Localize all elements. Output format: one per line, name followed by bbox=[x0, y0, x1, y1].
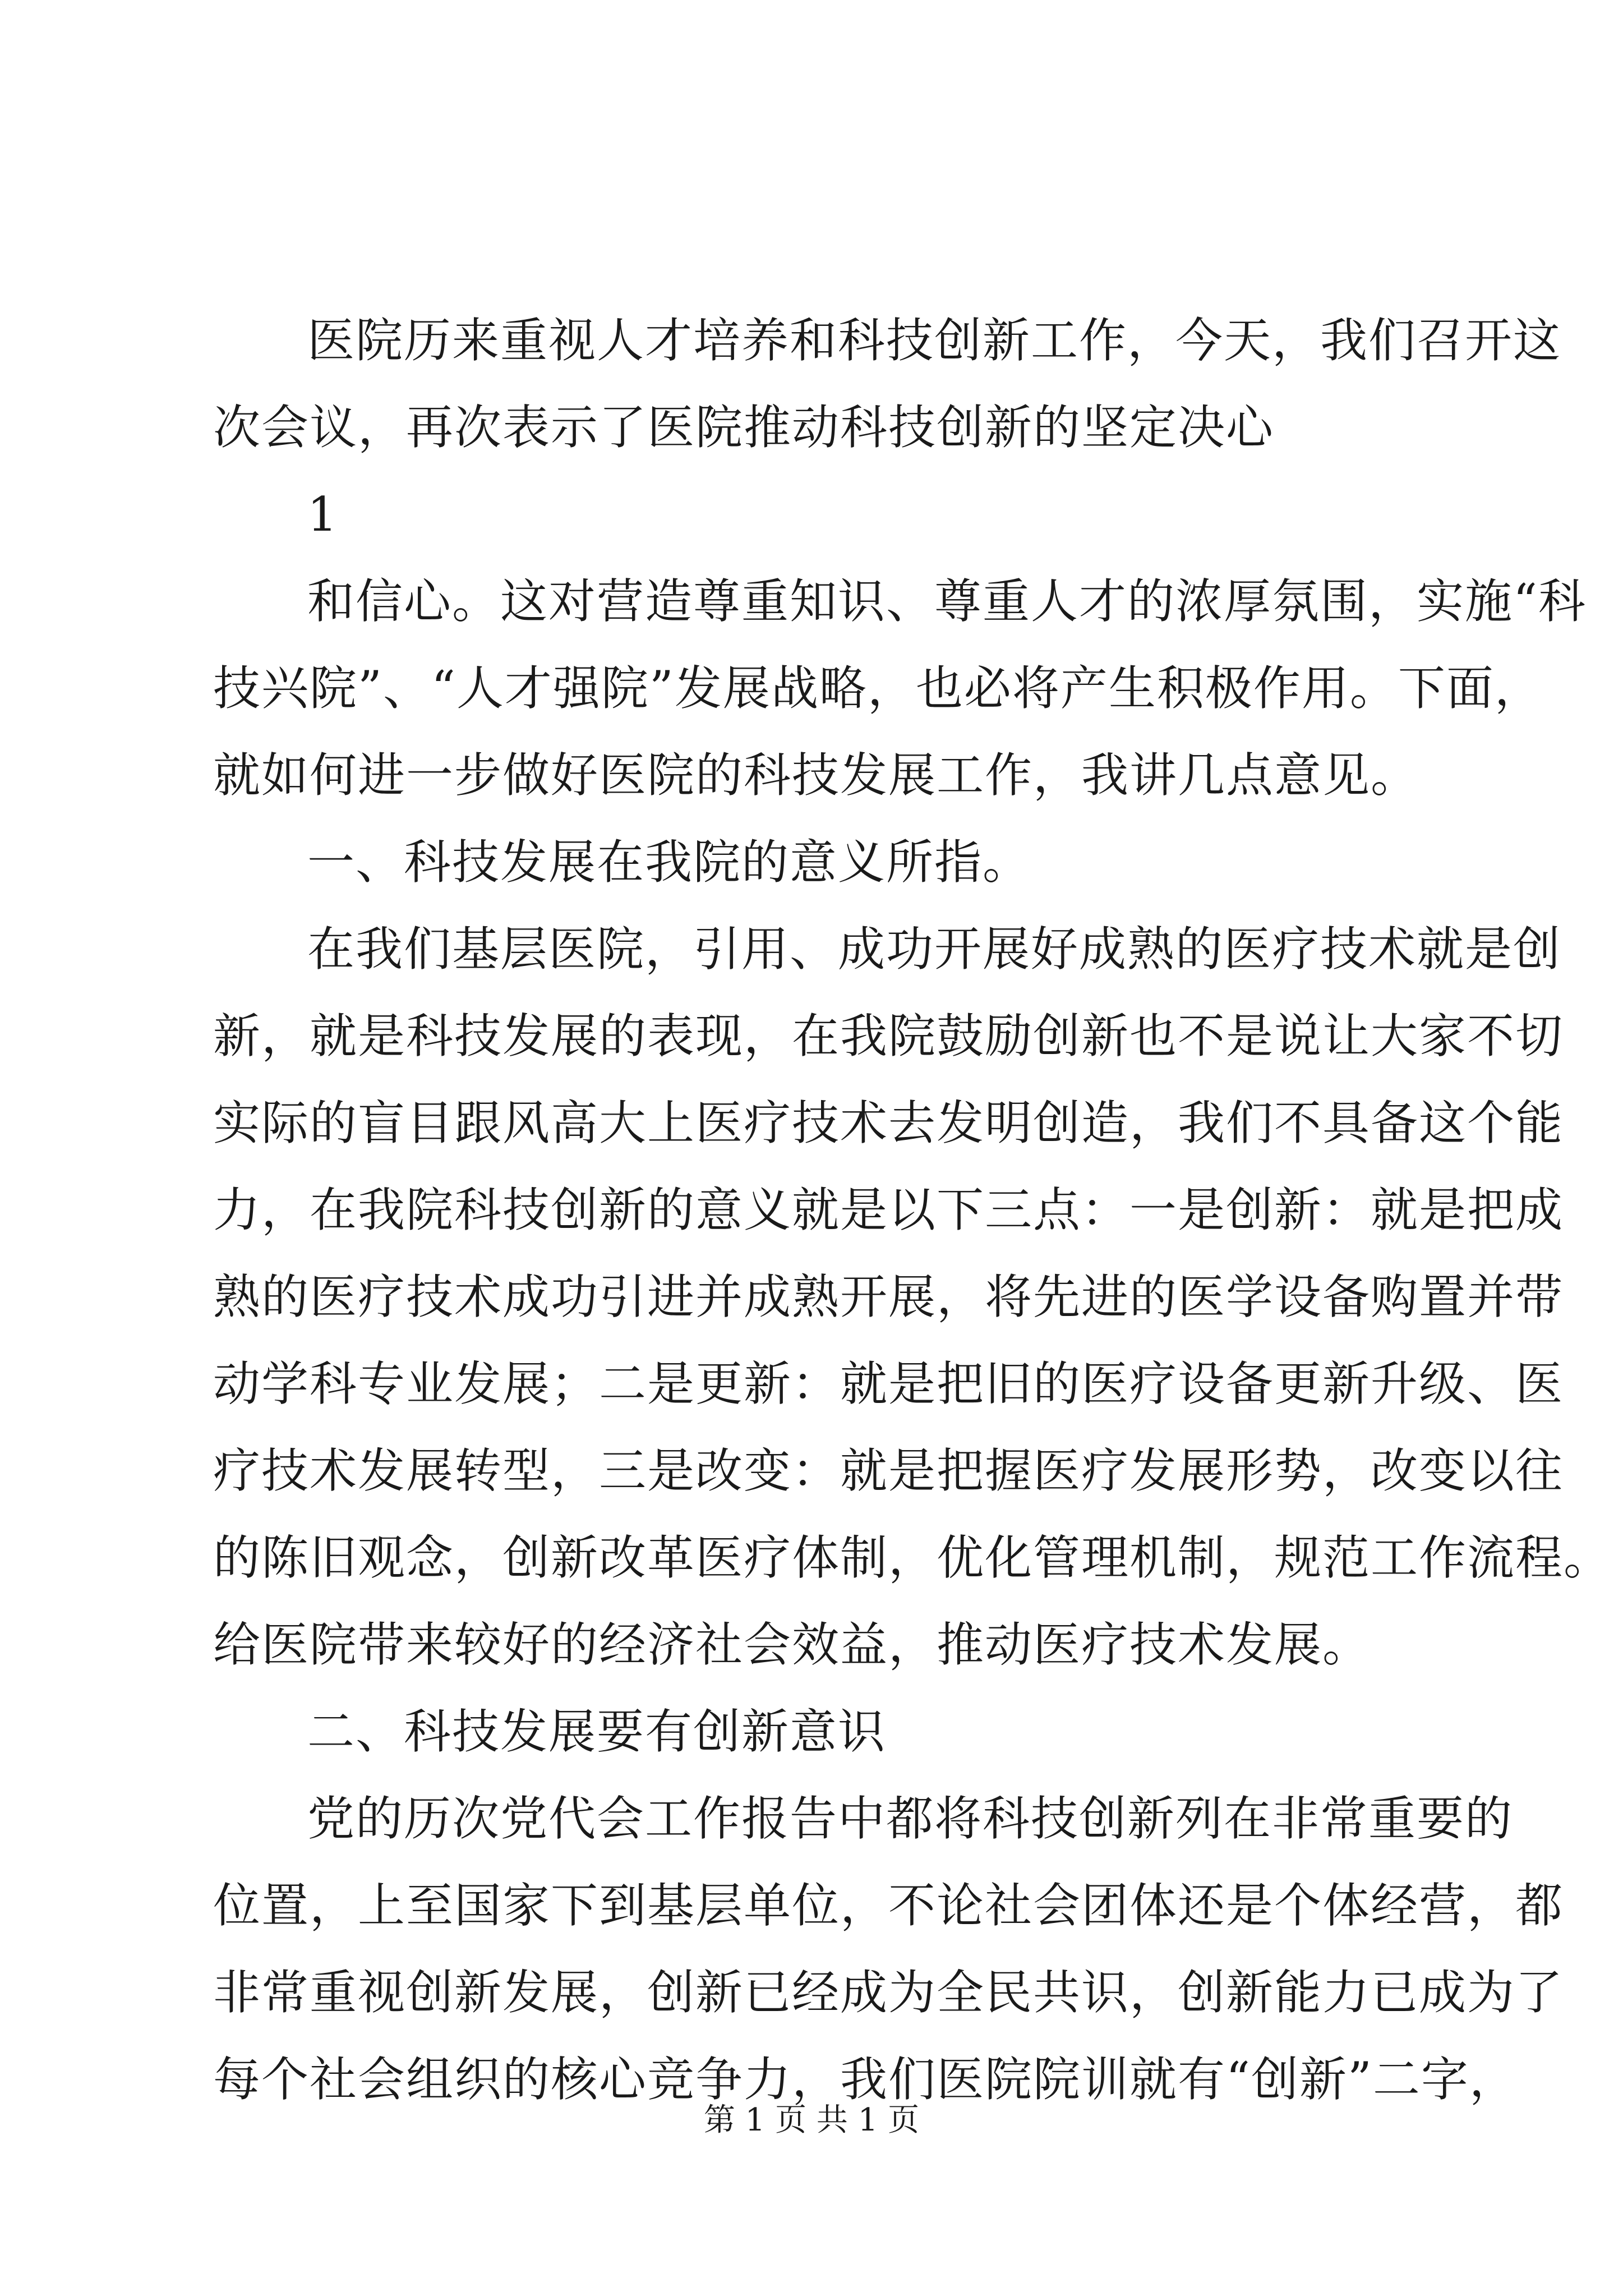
document-body bbox=[213, 297, 1612, 2123]
paragraph-line: 就如何进一步做好医院的科技发展工作，我讲几点意见。 bbox=[213, 748, 1419, 803]
paragraph-line: 力，在我院科技创新的意义就是以下三点：一是创新：就是把成 bbox=[213, 1182, 1564, 1237]
paragraph-line: 次会议，再次表示了医院推动科技创新的坚定决心 bbox=[213, 400, 1275, 455]
paragraph-line: 给医院带来较好的经济社会效益，推动医疗技术发展。 bbox=[213, 1617, 1371, 1672]
section-heading: 一、科技发展在我院的意义所指。 bbox=[307, 835, 1031, 890]
page-number-inline: 1 bbox=[307, 487, 339, 542]
page-footer bbox=[0, 2098, 1623, 2143]
paragraph-line: 熟的医疗技术成功引进并成熟开展，将先进的医学设备购置并带 bbox=[213, 1269, 1564, 1324]
paragraph-line: 的陈旧观念，创新改革医疗体制，优化管理机制，规范工作流程。 bbox=[213, 1530, 1612, 1585]
paragraph-line: 疗技术发展转型，三是改变：就是把握医疗发展形势，改变以往 bbox=[213, 1443, 1564, 1498]
paragraph-line: 每个社会组织的核心竞争力，我们医院院训就有“创新”二字， bbox=[213, 2052, 1518, 2107]
page-number-label: 第 1 页 共 1 页 bbox=[703, 2102, 920, 2138]
paragraph-line: 实际的盲目跟风高大上医疗技术去发明创造，我们不具备这个能 bbox=[213, 1096, 1564, 1151]
paragraph-line: 动学科专业发展；二是更新：就是把旧的医疗设备更新升级、医 bbox=[213, 1356, 1564, 1411]
paragraph-line: 位置，上至国家下到基层单位，不论社会团体还是个体经营，都 bbox=[213, 1878, 1564, 1933]
paragraph-line: 党的历次党代会工作报告中都将科技创新列在非常重要的 bbox=[307, 1791, 1514, 1846]
paragraph-line: 非常重视创新发展，创新已经成为全民共识，创新能力已成为了 bbox=[213, 1965, 1564, 2020]
paragraph-line: 在我们基层医院，引用、成功开展好成熟的医疗技术就是创 bbox=[307, 922, 1562, 977]
paragraph-line: 技兴院”、“人才强院”发展战略，也必将产生积极作用。下面， bbox=[213, 661, 1543, 716]
paragraph-line: 医院历来重视人才培养和科技创新工作，今天，我们召开这 bbox=[307, 313, 1562, 368]
paragraph-line: 和信心。这对营造尊重知识、尊重人才的浓厚氛围，实施“科 bbox=[307, 574, 1587, 629]
section-heading: 二、科技发展要有创新意识 bbox=[307, 1704, 887, 1759]
paragraph-line: 新，就是科技发展的表现，在我院鼓励创新也不是说让大家不切 bbox=[213, 1009, 1564, 1064]
